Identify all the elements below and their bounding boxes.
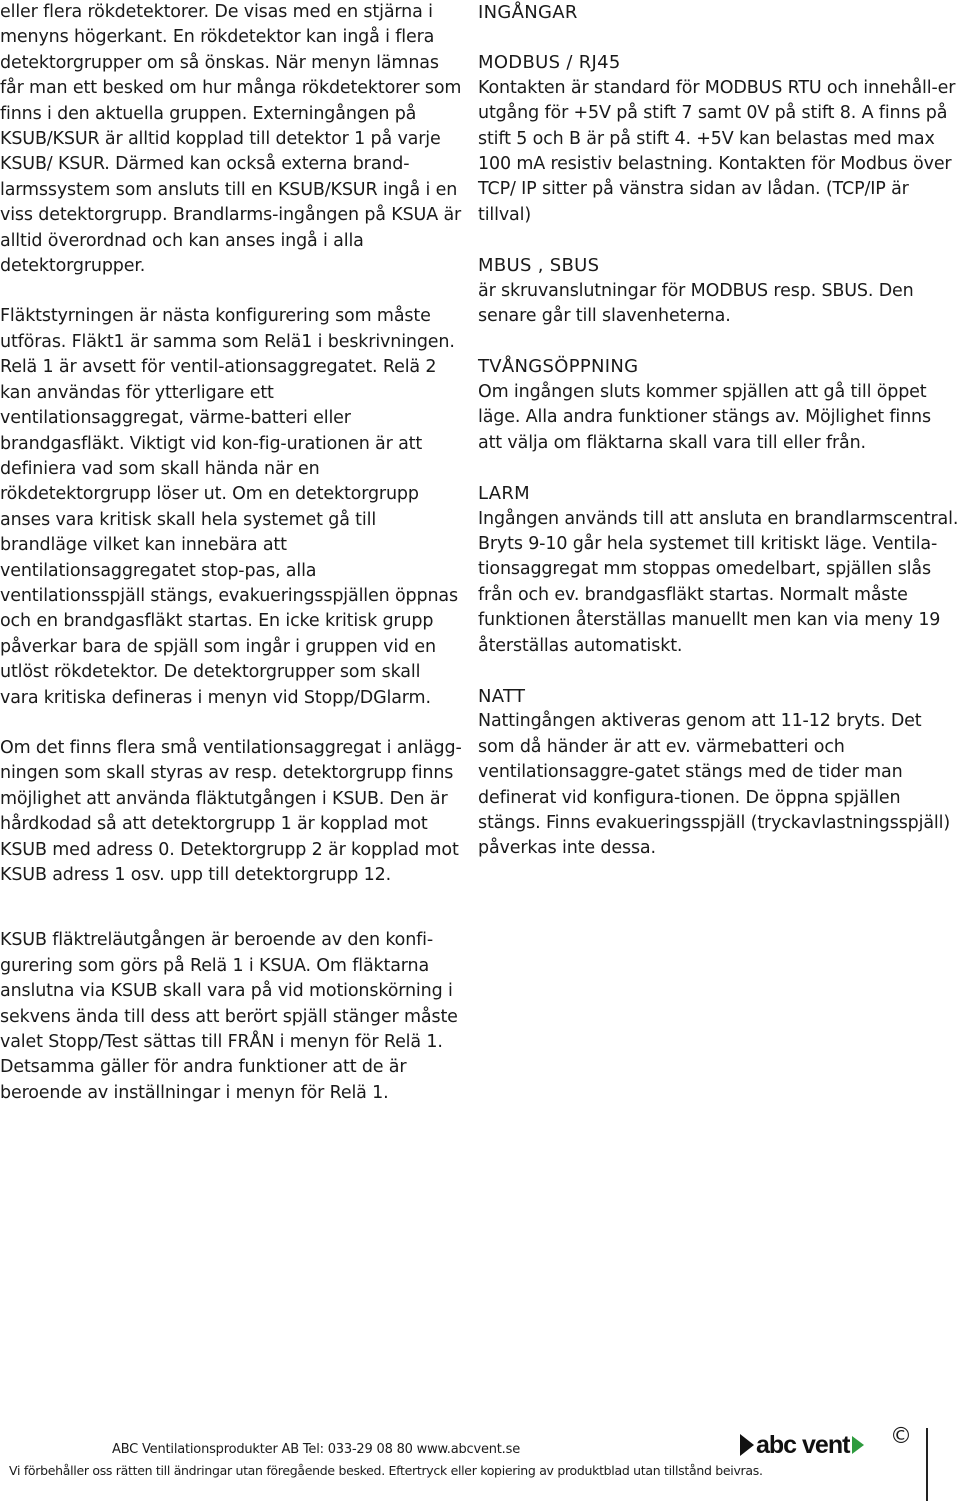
section-forced-opening	[478, 354, 960, 456]
footer-contact: ABC Ventilationsprodukter AB Tel: 033-29 08 80 www.abcvent.se	[112, 1442, 520, 1457]
section-heading-inputs: INGÅNGAR	[478, 2, 578, 23]
section-title: MODBUS / RJ45	[478, 52, 621, 74]
footer-disclaimer: Vi förbehåller oss rätten till ändringar utan föregående besked. Eftertryck eller kopiering av produktblad utan tillstånd beivras.	[9, 1463, 763, 1478]
divider-line	[926, 1428, 928, 1501]
logo-text: abc vent	[756, 1430, 850, 1459]
section-body: Ingången används till att ansluta en brandlarmscentral. Bryts 9-10 går hela systemet till kritiskt läge. Ventila-tionsaggregat mm stoppas omedelbart, spjällen slås från och ev. brandgasfläkt startas. Normalt måste funktionen återställas manuellt men kan via meny 19 återställas automatiskt.	[478, 508, 959, 656]
section-title: TVÅNGSÖPPNING	[478, 356, 639, 378]
section-body: Kontakten är standard för MODBUS RTU och innehåll-er utgång för +5V på stift 7 samt 0V på stift 8. A finns på stift 5 och B är på stift 4. +5V kan belastas med max 100 mA resistiv belastning. Kontakten för Modbus över TCP/ IP sitter på vänstra sidan av lådan. (TCP/IP är tillval)	[478, 77, 956, 225]
paragraph-detector-groups: eller flera rökdetektorer. De visas med en stjärna i menyns högerkant. En rökdetektor kan ingå i flera detektorgrupper om så önskas. När menyn lämnas får man ett besked om hur många rökdetektorer som finns i den aktuella gruppen. Externingången på KSUB/KSUR är alltid kopplad till detektor 1 på varje KSUB/ KSUR. Därmed kan också externa brand-larmssystem som ansluts till en KSUB/KSUR ingå i en viss detektorgrupp. Brandlarms-ingången på KSUA är alltid överordnad och kan anses ingå i alla detektorgrupper.	[0, 2, 462, 277]
abc-vent-logo	[740, 1428, 864, 1462]
section-title: MBUS , SBUS	[478, 255, 600, 277]
section-body: Nattingången aktiveras genom att 11-12 bryts. Det som då händer är att ev. värmebatteri och ventilationsaggre-gatet stängs med de tider man definerat vid konfigura-tionen. De öppna spjällen stängs. Finns evakueringsspjäll (tryckavlastningsspjäll) påverkas inte dessa.	[478, 711, 951, 859]
section-title: LARM	[478, 483, 530, 505]
paragraph-fan-control: Fläktstyrningen är nästa konfigurering som måste utföras. Fläkt1 är samma som Relä1 i beskrivningen. Relä 1 är avsett för ventil-ationsaggregatet. Relä 2 kan användas för ytterligare ett ventilationsaggregat, värme-batteri eller brandgasfläkt. Viktigt vid kon-fig-urationen är att definiera vad som skall hända när en rökdetektorgrupp löser ut. Om en detektorgrupp anses vara kritisk skall hela systemet gå till brandläge vilket kan innebära att ventilationsaggregatet stop-pas, alla ventilationsspjäll stängs, evakueringsspjällen öppnas och en brandgasfläkt startas. En icke kritisk grupp påverkar bara de spjäll som ingår i gruppen vid en utlöst rökdetektor. De detektorgrupper som skall vara kritiska defineras i menyn vid Stopp/DGlarm.	[0, 306, 458, 708]
section-body: Om ingången sluts kommer spjällen att gå till öppet läge. Alla andra funktioner stängs av. Möjlighet finns att välja om fläktarna skall vara till eller från.	[478, 381, 931, 453]
left-column	[0, 0, 462, 1106]
section-night	[478, 684, 960, 862]
logo-green-arrow-icon	[852, 1436, 864, 1454]
section-alarm	[478, 481, 960, 659]
section-title: NATT	[478, 685, 526, 707]
section-modbus	[478, 50, 960, 228]
right-column	[478, 0, 960, 862]
footer	[0, 1424, 960, 1503]
logo-arrow-icon	[740, 1434, 754, 1456]
section-body: är skruvanslutningar för MODBUS resp. SBUS. Den senare går till slavenheterna.	[478, 280, 914, 327]
paragraph-small-units: Om det finns flera små ventilationsaggregat i anlägg-ningen som skall styras av resp. detektorgrupp finns möjlighet att använda fläktutgången i KSUB. Den är hårdkodad så att detektorgrupp 1 är kopplad mot KSUB med adress 0. Detektorgrupp 2 är kopplad mot KSUB adress 1 osv. upp till detektorgrupp 12.	[0, 737, 462, 885]
section-mbus-sbus	[478, 253, 960, 329]
copyright-icon: ©	[890, 1424, 912, 1449]
paragraph-ksub-relay: KSUB fläktreläutgången är beroende av den konfi-gurering som görs på Relä 1 i KSUA. Om fläktarna anslutna via KSUB skall vara på vid motionskörning i sekvens ända till dess att berört spjäll stänger måste valet Stopp/Test sättas till FRÅN i menyn för Relä 1. Detsamma gäller för andra funktioner att de är beroende av inställningar i menyn för Relä 1.	[0, 930, 458, 1103]
